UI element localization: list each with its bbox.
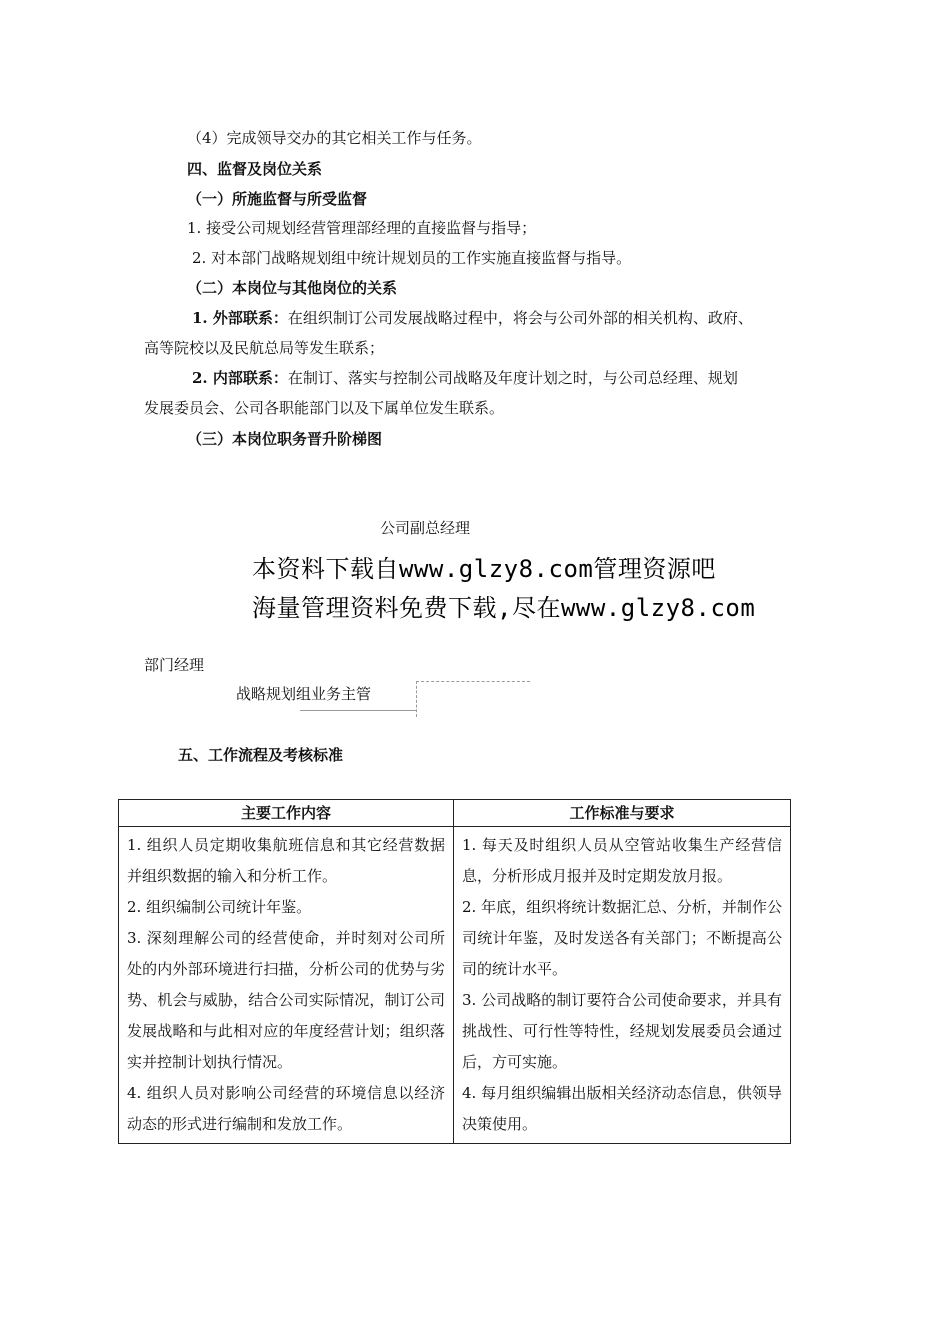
ladder-connector-vertical (416, 681, 417, 717)
content-item-4: 4. 组织人员对影响公司经营的环境信息以经济动态的形式进行编制和发放工作。 (127, 1084, 445, 1133)
standard-item-1: 1. 每天及时组织人员从空管站收集生产经营信息，分析形成月报并及时定期发放月报。 (462, 836, 782, 885)
work-standards-table (118, 799, 791, 1144)
sub2-heading: （二）本岗位与其他岗位的关系 (187, 279, 398, 297)
content-item-3: 3. 深刻理解公司的经营使命，并时刻对公司所处的内外部环境进行扫描，分析公司的优势与劣势、机会与威胁，结合公司实际情况，制订公司发展战略和与此相对应的年度经营计划；组织落实并控制计划执行情况。 (127, 929, 445, 1071)
table-row (119, 827, 791, 1144)
standard-item-4: 4. 每月组织编辑出版相关经济动态信息，供领导决策使用。 (462, 1084, 782, 1133)
table-header-content: 主要工作内容 (119, 800, 454, 827)
watermark-line2: 海量管理资料免费下载,尽在www.glzy8.com (252, 594, 756, 622)
sub1-item-1: 1. 接受公司规划经营管理部经理的直接监督与指导； (187, 219, 537, 237)
internal-relation-line2: 发展委员会、公司各职能部门以及下属单位发生联系。 (144, 399, 505, 417)
ladder-connector-bottom (300, 710, 416, 711)
standard-item-3: 3. 公司战略的制订要符合公司使命要求，并具有挑战性、可行性等特性，经规划发展委员会通过后，方可实施。 (462, 991, 782, 1071)
external-relation-label: 1. 外部联系： (192, 309, 288, 327)
external-relation-text1: 在组织制订公司发展战略过程中，将会与公司外部的相关机构、政府、 (287, 309, 753, 327)
intro-item-4: （4）完成领导交办的其它相关工作与任务。 (187, 129, 482, 147)
ladder-top-position: 公司副总经理 (380, 519, 471, 537)
ladder-bottom-position: 战略规划组业务主管 (236, 685, 372, 703)
sub3-heading: （三）本岗位职务晋升阶梯图 (187, 430, 383, 448)
external-relation-line2: 高等院校以及民航总局等发生联系； (144, 339, 385, 357)
table-cell-content (119, 827, 454, 1144)
table-header-row (119, 800, 791, 827)
table-cell-standard (454, 827, 791, 1144)
section4-heading: 四、监督及岗位关系 (187, 160, 323, 178)
ladder-middle-position: 部门经理 (144, 656, 205, 674)
sub1-heading: （一）所施监督与所受监督 (187, 190, 368, 208)
sub1-item-2: 2. 对本部门战略规划组中统计规划员的工作实施直接监督与指导。 (192, 249, 632, 267)
content-item-2: 2. 组织编制公司统计年鉴。 (127, 898, 312, 916)
internal-relation-label: 2. 内部联系： (192, 369, 288, 387)
internal-relation-text1: 在制订、落实与控制公司战略及年度计划之时，与公司总经理、规划 (287, 369, 738, 387)
standard-item-2: 2. 年底，组织将统计数据汇总、分析，并制作公司统计年鉴，及时发送各有关部门；不断提高公司的统计水平。 (462, 898, 782, 978)
watermark-line1: 本资料下载自www.glzy8.com管理资源吧 (252, 555, 716, 583)
table-header-standard: 工作标准与要求 (454, 800, 791, 827)
ladder-connector-top (416, 681, 530, 682)
content-item-1: 1. 组织人员定期收集航班信息和其它经营数据并组织数据的输入和分析工作。 (127, 836, 445, 885)
section5-heading: 五、工作流程及考核标准 (178, 746, 344, 764)
external-relation-line1 (192, 308, 753, 328)
internal-relation-line1 (192, 368, 738, 388)
